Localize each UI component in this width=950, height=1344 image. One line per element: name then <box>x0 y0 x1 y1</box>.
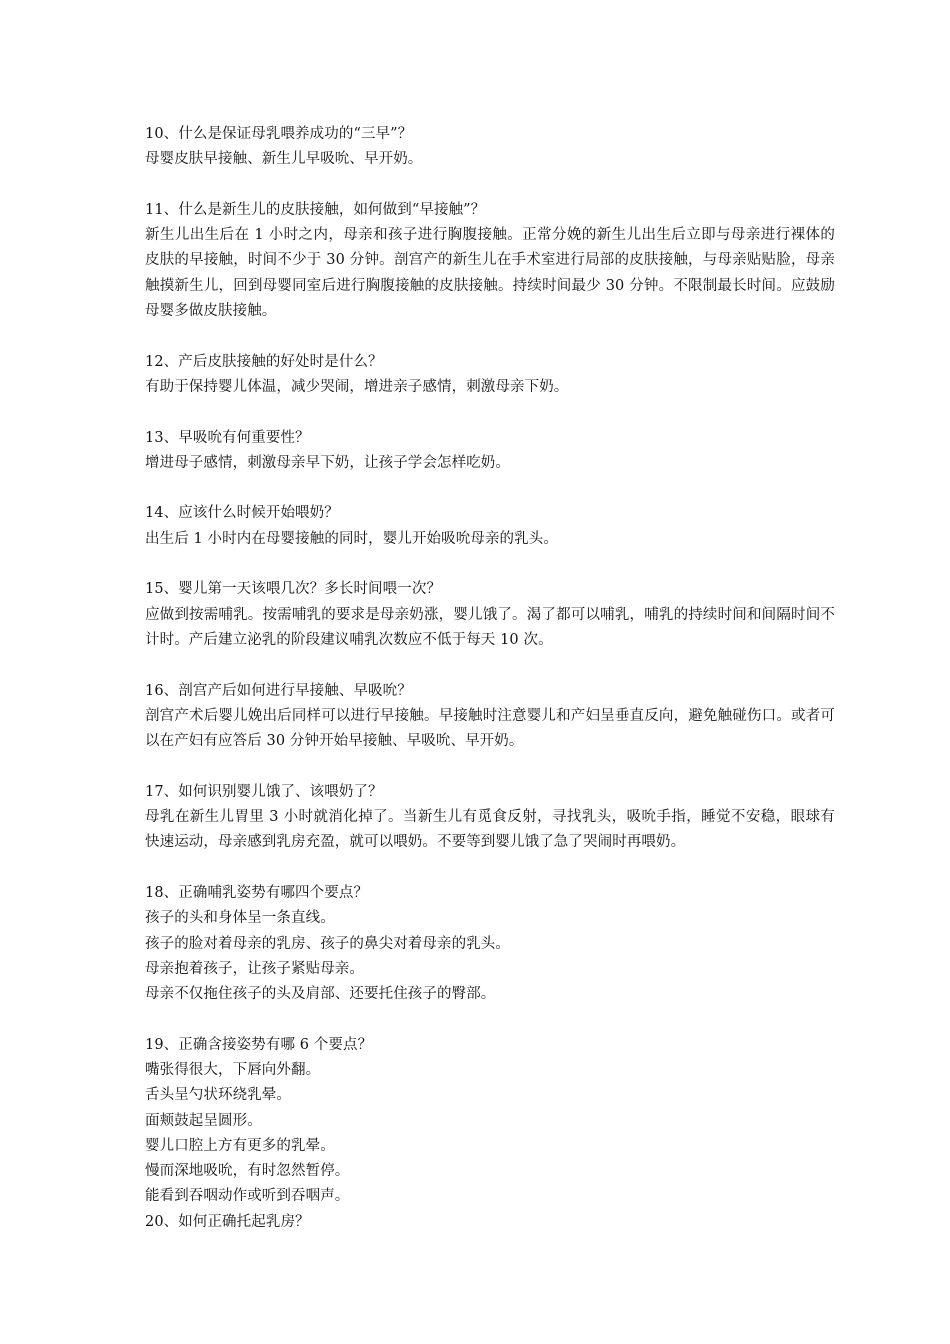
answer-19-point-4: 婴儿口腔上方有更多的乳晕。 <box>145 1137 335 1154</box>
qa-section-14 <box>145 501 835 552</box>
question-12: 12、产后皮肤接触的好处时是什么？ <box>145 353 383 370</box>
answer-18-point-3: 母亲抱着孩子，让孩子紧贴母亲。 <box>145 960 364 977</box>
question-15: 15、婴儿第一天该喂几次？多长时间喂一次？ <box>145 581 442 598</box>
qa-section-11 <box>145 198 835 324</box>
answer-18-point-2: 孩子的脸对着母亲的乳房、孩子的鼻尖对着母亲的乳头。 <box>145 935 510 952</box>
qa-section-13 <box>145 426 835 477</box>
answer-15: 应做到按需哺乳。按需哺乳的要求是母亲奶涨，婴儿饿了。渴了都可以哺乳，哺乳的持续时间和间隔时间不计时。产后建立泌乳的阶段建议哺乳次数应不低于每天 10 次。 <box>145 606 835 648</box>
answer-19-point-3: 面颊鼓起呈圆形。 <box>145 1112 262 1129</box>
qa-section-18 <box>145 881 835 1007</box>
answer-19-point-2: 舌头呈勺状环绕乳晕。 <box>145 1087 291 1104</box>
question-14: 14、应该什么时候开始喂奶？ <box>145 505 339 522</box>
answer-14: 出生后 1 小时内在母婴接触的同时，婴儿开始吸吮母亲的乳头。 <box>145 530 558 547</box>
question-11: 11、什么是新生儿的皮肤接触，如何做到“早接触”？ <box>145 201 486 218</box>
question-10: 10、什么是保证母乳喂养成功的“三早”？ <box>145 126 413 142</box>
qa-section-20 <box>145 1210 835 1235</box>
answer-19-point-5: 慢而深地吸吮，有时忽然暂停。 <box>145 1163 350 1180</box>
qa-section-15 <box>145 577 835 653</box>
answer-12: 有助于保持婴儿体温，减少哭闹，增进亲子感情，刺激母亲下奶。 <box>145 378 569 395</box>
question-17: 17、如何识别婴儿饿了、该喂奶了？ <box>145 783 383 800</box>
qa-section-17 <box>145 780 835 856</box>
answer-19-point-6: 能看到吞咽动作或听到吞咽声。 <box>145 1188 350 1205</box>
answer-18-point-1: 孩子的头和身体呈一条直线。 <box>145 910 335 927</box>
question-20: 20、如何正确托起乳房？ <box>145 1213 310 1230</box>
answer-16: 剖宫产术后婴儿娩出后同样可以进行早接触。早接触时注意婴儿和产妇呈垂直反向，避免触碰伤口。或者可以在产妇有应答后 30 分钟开始早接触、早吸吮、早开奶。 <box>145 707 835 750</box>
answer-11: 新生儿出生后在 1 小时之内，母亲和孩子进行胸腹接触。正常分娩的新生儿出生后立即与母亲进行裸体的皮肤的早接触，时间不少于 30 分钟。剖宫产的新生儿在手术室进行局部的皮肤接触，与母亲贴贴脸，母亲触摸新生儿，回到母婴同室后进行胸腹接触的皮肤接触。持续时间最少 30 分钟。不限制最长时间。应鼓励母婴多做皮肤接触。 <box>145 227 835 320</box>
document-page <box>145 122 835 1235</box>
qa-section-10 <box>145 122 835 173</box>
qa-section-12 <box>145 350 835 401</box>
question-18: 18、正确哺乳姿势有哪四个要点？ <box>145 884 369 901</box>
answer-13: 增进母子感情，刺激母亲早下奶，让孩子学会怎样吃奶。 <box>145 454 510 471</box>
qa-section-19 <box>145 1033 835 1210</box>
question-16: 16、剖宫产后如何进行早接触、早吸吮？ <box>145 682 412 699</box>
answer-19-point-1: 嘴张得很大，下唇向外翻。 <box>145 1061 321 1078</box>
answer-17: 母乳在新生儿胃里 3 小时就消化掉了。当新生儿有觅食反射，寻找乳头，吸吮手指，睡觉不安稳，眼球有快速运动，母亲感到乳房充盈，就可以喂奶。不要等到婴儿饿了急了哭闹时再喂奶。 <box>145 809 835 851</box>
qa-section-16 <box>145 679 835 755</box>
question-19: 19、正确含接姿势有哪 6 个要点？ <box>145 1036 373 1053</box>
answer-18-point-4: 母亲不仅拖住孩子的头及肩部、还要托住孩子的臀部。 <box>145 986 496 1003</box>
question-13: 13、早吸吮有何重要性？ <box>145 429 310 446</box>
answer-10: 母婴皮肤早接触、新生儿早吸吮、早开奶。 <box>145 151 423 168</box>
